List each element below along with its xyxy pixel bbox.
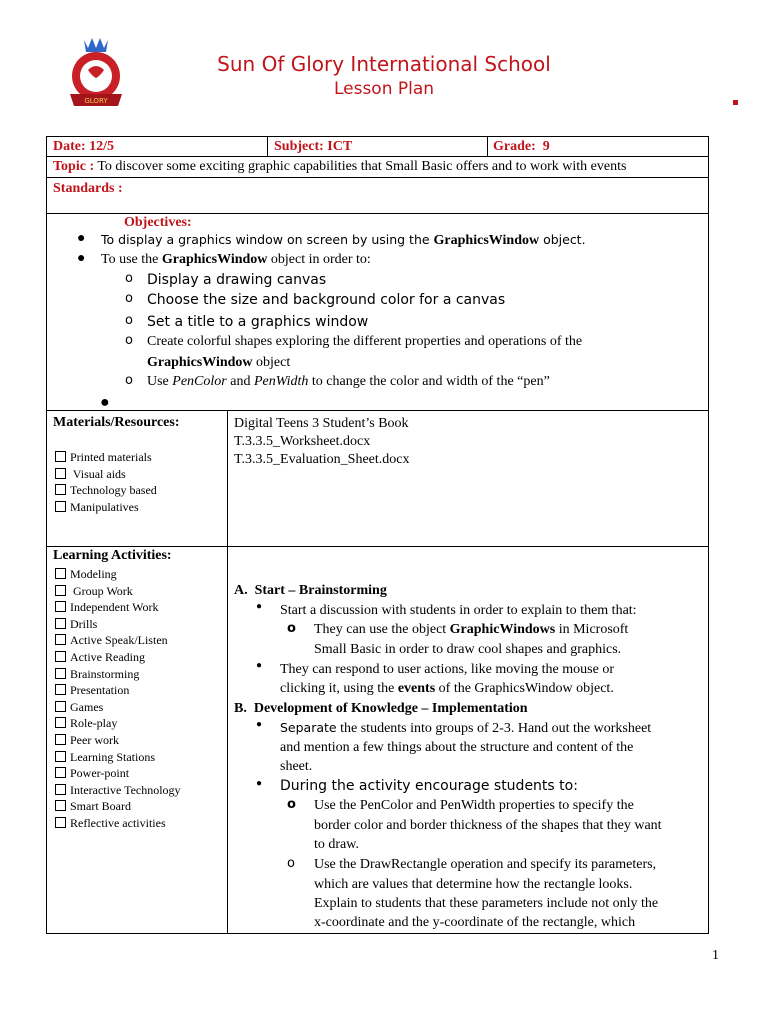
objective-sub-1: Display a drawing canvas [147,272,327,288]
section-b-sub-1-cont: border color and border thickness of the shapes that they want [314,818,662,833]
bullet-icon: ● [256,719,263,730]
standards-label: Standards : [53,181,123,196]
bullet-icon: ● [77,231,86,246]
section-b-sub-2: Use the DrawRectangle operation and specify its parameters, [314,857,657,872]
checkbox-icon [55,618,66,629]
learning-option[interactable]: Independent Work [55,599,181,616]
checkbox-icon [55,717,66,728]
learning-option[interactable]: Power-point [55,765,181,782]
learning-option[interactable]: Group Work [55,583,181,600]
section-b-heading: B. Development of Knowledge – Implementation [234,701,528,716]
section-a-point-2-cont: clicking it, using the events of the GraphicsWindow object. [280,681,614,696]
circle-bullet-icon: o [125,333,133,348]
bullet-icon: ● [77,251,86,266]
learning-option[interactable]: Peer work [55,732,181,749]
section-a-sub-1: They can use the object GraphicWindows in Microsoft [314,622,629,637]
section-b-sub-1: Use the PenColor and PenWidth properties to specify the [314,798,634,813]
materials-option[interactable]: Visual aids [55,466,157,483]
learning-option[interactable]: Modeling [55,566,181,583]
objective-sub-2: Choose the size and background color for a canvas [147,292,506,308]
section-b-sub-2-cont3: x-coordinate and the y-coordinate of the rectangle, which [314,915,636,930]
grade-cell: Grade: 9 [493,139,550,154]
objective-sub-5: Use PenColor and PenWidth to change the color and width of the “pen” [147,374,550,389]
subject-cell: Subject: ICT [274,139,353,154]
section-a-point-1: Start a discussion with students in order to explain to them that: [280,603,637,618]
materials-option[interactable]: Technology based [55,482,157,499]
school-name: Sun Of Glory International School [217,52,551,76]
objective-sub-4: Create colorful shapes exploring the different properties and operations of the [147,334,583,349]
learning-option[interactable]: Presentation [55,682,181,699]
checkbox-icon [55,701,66,712]
checkbox-icon [55,751,66,762]
topic-cell: Topic : To discover some exciting graphic capabilities that Small Basic offers and to work with events [53,159,627,174]
section-b-point-1: Separate the students into groups of 2-3. Hand out the worksheet [280,720,652,736]
objective-2: To use the GraphicsWindow object in order to: [101,252,371,267]
circle-bullet-icon: o [287,856,295,871]
checkbox-icon [55,668,66,679]
checkbox-icon [55,784,66,795]
learning-options [55,566,181,832]
learning-option[interactable]: Role-play [55,715,181,732]
bullet-icon: ● [100,394,110,411]
section-b-point-2: During the activity encourage students to: [280,778,578,794]
circle-bullet-icon: o [125,271,133,286]
checkbox-icon [55,800,66,811]
checkbox-icon [55,651,66,662]
learning-option[interactable]: Learning Stations [55,749,181,766]
learning-option[interactable]: Games [55,699,181,716]
circle-bullet-icon: o [287,797,296,812]
red-dot-mark [733,100,738,105]
resource-item: Digital Teens 3 Student’s Book [234,416,409,431]
checkbox-icon [55,484,66,495]
objectives-title: Objectives: [124,215,192,230]
checkbox-icon [55,734,66,745]
learning-option[interactable]: Brainstorming [55,666,181,683]
learning-option[interactable]: Smart Board [55,798,181,815]
materials-options [55,449,157,515]
checkbox-icon [55,601,66,612]
page-number: 1 [712,948,719,963]
plan-title: Lesson Plan [333,79,435,99]
materials-label: Materials/Resources: [53,415,180,430]
resource-item: T.3.3.5_Evaluation_Sheet.docx [234,452,410,467]
bullet-icon: ● [256,660,263,671]
checkbox-icon [55,767,66,778]
checkbox-icon [55,684,66,695]
section-b-point-1-cont: and mention a few things about the structure and content of the [280,740,634,755]
date-cell: Date: 12/5 [53,139,115,154]
learning-option[interactable]: Interactive Technology [55,782,181,799]
objective-sub-3: Set a title to a graphics window [147,314,369,330]
section-a-heading: A. Start – Brainstorming [234,583,387,598]
section-b-sub-2-cont2: Explain to students that these parameters include not only the [314,896,659,911]
bullet-icon: ● [256,778,263,789]
checkbox-icon [55,585,66,596]
checkbox-icon [55,451,66,462]
section-a-sub-1-cont: Small Basic in order to draw cool shapes and graphics. [314,642,622,657]
section-a-point-2: They can respond to user actions, like moving the mouse or [280,662,614,677]
checkbox-icon [55,817,66,828]
section-b-sub-2-cont: which are values that determine how the rectangle looks. [314,877,633,892]
lesson-plan-table [46,136,709,934]
checkbox-icon [55,634,66,645]
circle-bullet-icon: o [125,373,133,388]
learning-option[interactable]: Active Speak/Listen [55,632,181,649]
objective-sub-4-cont: GraphicsWindow object [147,355,291,370]
bullet-icon: ● [256,601,263,612]
circle-bullet-icon: o [287,621,296,636]
checkbox-icon [55,568,66,579]
resources-list [234,415,409,469]
objective-1: To display a graphics window on screen by using the GraphicsWindow object. [101,232,586,248]
logo-text: GLORY [84,97,108,105]
learning-activities-label: Learning Activities: [53,548,172,563]
circle-bullet-icon: o [125,313,133,328]
resource-item: T.3.3.5_Worksheet.docx [234,434,371,449]
checkbox-icon [55,468,66,479]
learning-option[interactable]: Drills [55,616,181,633]
learning-option[interactable]: Reflective activities [55,815,181,832]
learning-option[interactable]: Active Reading [55,649,181,666]
materials-option[interactable]: Manipulatives [55,499,157,516]
section-b-sub-1-cont2: to draw. [314,837,359,852]
section-b-point-1-cont2: sheet. [280,759,313,774]
circle-bullet-icon: o [125,291,133,306]
materials-option[interactable]: Printed materials [55,449,157,466]
checkbox-icon [55,501,66,512]
